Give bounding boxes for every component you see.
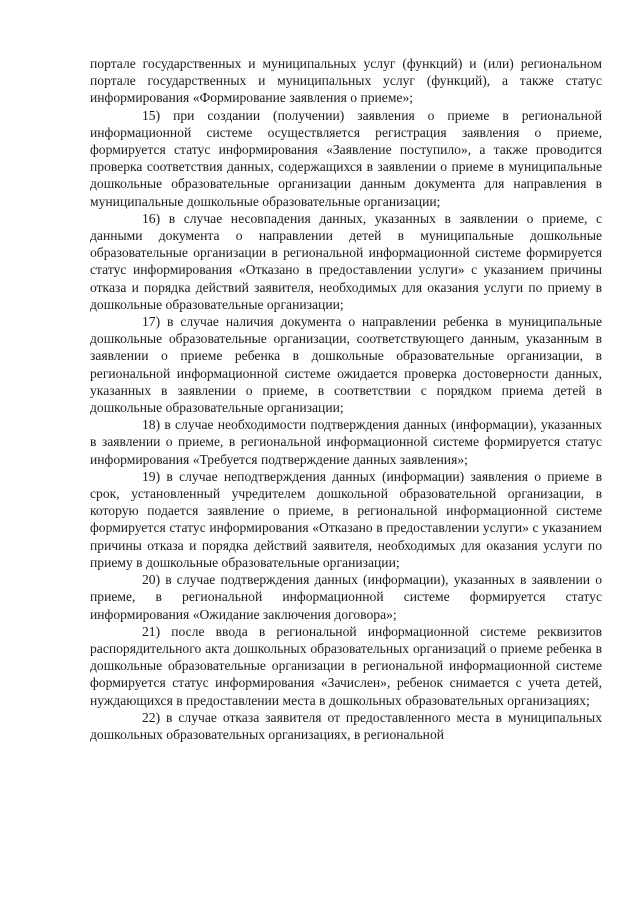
- paragraph-item-22: 22) в случае отказа заявителя от предоставленного места в муниципальных дошкольных образовательных организациях, в региональной: [90, 709, 602, 742]
- document-body: [90, 55, 602, 743]
- paragraph-continuation: портале государственных и муниципальных услуг (функций) и (или) региональном портале государственных и муниципальных услуг (функций), а также статус информирования «Формирование заявления о приеме»;: [90, 56, 602, 106]
- paragraph-item-15: 15) при создании (получении) заявления о приеме в региональной информационной системе осуществляется регистрация заявления о приеме, формируется статус информирования «Заявление поступило», а также проводится проверка соответствия данных, содержащихся в заявлении о приеме в муниципальные дошкольные образовательные организации данным документа для направления в муниципальные дошкольные образовательные организации;: [90, 107, 602, 209]
- paragraph-item-21: 21) после ввода в региональной информационной системе реквизитов распорядительного акта дошкольных образовательных организаций о приеме ребенка в дошкольные образовательные организации в региональной информационной системе формируется статус информирования «Зачислен», ребенок снимается с учета детей, нуждающихся в предоставлении места в дошкольных образовательных организациях;: [90, 623, 602, 708]
- paragraph-item-17: 17) в случае наличия документа о направлении ребенка в муниципальные дошкольные образовательные организации, соответствующего данным, указанным в заявлении о приеме ребенка в дошкольные образовательные организации, в региональной информационной системе ожидается проверка достоверности данных, указанных в заявлении о приеме, в соответствии с порядком приема детей в дошкольные образовательные организации;: [90, 314, 602, 416]
- paragraph-item-18: 18) в случае необходимости подтверждения данных (информации), указанных в заявлении о приеме, в региональной информационной системе формируется статус информирования «Требуется подтверждение данных заявления»;: [90, 417, 602, 467]
- paragraph-item-20: 20) в случае подтверждения данных (информации), указанных в заявлении о приеме, в региональной информационной системе формируется статус информирования «Ожидание заключения договора»;: [90, 572, 602, 622]
- paragraph-item-19: 19) в случае неподтверждения данных (информации) заявления о приеме в срок, установленный учредителем дошкольной образовательной организации, в которую подается заявление о приеме, в региональной информационной системе формируется статус информирования «Отказано в предоставлении услуги» с указанием причины отказа и порядка действий заявителя, необходимых для оказания услуги по приему в дошкольные образовательные организации;: [90, 468, 602, 570]
- paragraph-item-16: 16) в случае несовпадения данных, указанных в заявлении о приеме, с данными документа о направлении детей в муниципальные дошкольные образовательные организации в региональной информационной системе формируется статус информирования «Отказано в предоставлении услуги» с указанием причины отказа и порядка действий заявителя, необходимых для оказания услуги по приему в дошкольные образовательные организации;: [90, 210, 602, 312]
